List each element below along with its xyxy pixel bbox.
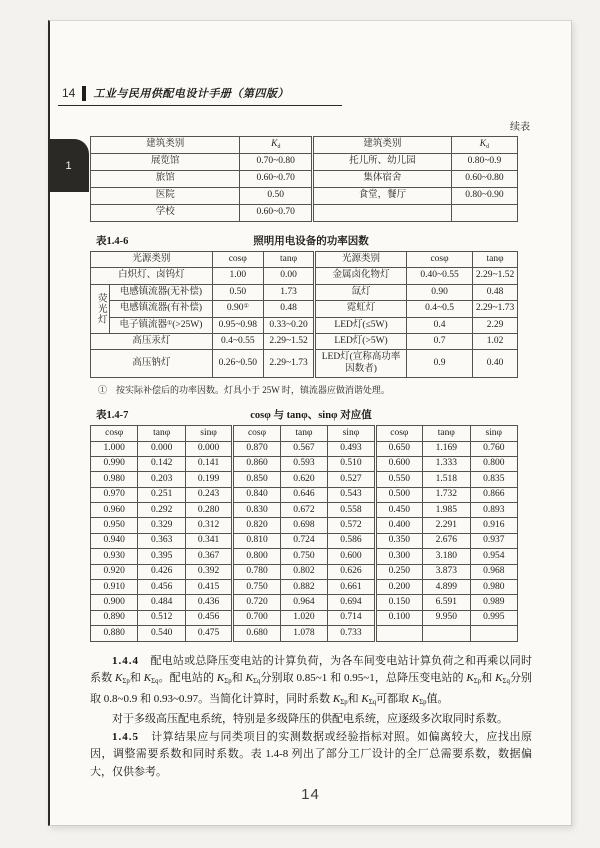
table-cell: 0.100 [375,610,422,625]
table-cell: 0.000 [138,441,185,456]
table-cell: 2.29~1.52 [263,333,314,349]
table-cell: cosφ [406,252,472,268]
table-cell: 1.73 [263,284,314,300]
table-cell: LED灯(宣称高功率因数者) [315,350,407,378]
paragraph-1-4-5: 1.4.5 计算结果应与同类项目的实测数据或经验指标对照。如偏离较大，应找出原因，调整需要系数和同时系数。表 1.4-8 列出了部分工厂设计的全厂总需要系数，数据偏大，仅供参考。 [90,730,532,778]
table-cell [313,205,452,222]
table-cell: 3.180 [423,549,470,564]
table-cell: tanφ [473,252,518,268]
table-cell: 0.960 [91,503,138,518]
paragraph-1-4-4: 1.4.4 配电站或总降压变电站的计算负荷，为各车间变电站计算负荷之和再乘以同时系数 $K_{\Sigma p}$和 $K_{\Sigma q}$。配电站的 $K_{\Sigma p}$和 $K_{\Sigma q}$分别取 0.85~1 和 0.95~1，总降压变电站的 $K_{\Sigma p}$和 $K_{\Sigma q}$分别取 0.8~0.9 和 0.93~0.97。当简化计算时，同时系数 $K_{\Sigma p}$和 $K_{\Sigma q}$可都取 $K_{\Sigma p}$值。 [90,654,533,706]
table-cell: 6.591 [423,595,470,610]
table-cell: 0.550 [375,472,422,487]
table-row [91,268,518,284]
table-cell: cosφ [375,426,422,441]
table-row [91,171,518,188]
table-cell: 1.169 [423,441,470,456]
table-row [91,301,518,317]
table-cell: 0.60~0.70 [240,171,313,188]
table-cell: 0.203 [138,472,185,487]
table-row [91,137,518,154]
table-cell: 金属卤化物灯 [315,268,407,284]
table-cell: tanφ [423,426,470,441]
table-cell: 0.880 [91,626,138,641]
table-cell: 0.40 [473,350,518,378]
table-cell: 0.954 [470,549,518,564]
chapter-number: 1 [65,159,72,172]
table-cell: 0.251 [138,487,185,502]
table-cell: cosφ [91,426,138,441]
table-cell: 0.000 [185,441,232,456]
lighting-table-head [91,252,518,268]
table-cell: 0.426 [138,564,185,579]
table-cell: 0.500 [375,487,422,502]
table-cell: 0.750 [233,580,280,595]
table-cell: 1.333 [423,456,470,471]
table-cell: 白炽灯、卤钨灯 [91,268,213,284]
table-cell: 高压钠灯 [91,350,213,378]
table-cell: 0.800 [470,456,518,471]
table-cell: 0.527 [328,472,375,487]
table-cell: 9.950 [423,610,470,625]
table-147-number: 表1.4-7 [96,410,129,422]
table-cell: tanφ [263,252,314,268]
table-cell: 0.341 [185,533,232,548]
table-cell: 0.820 [233,518,280,533]
table-cell [423,626,470,641]
table-cell: 0.141 [185,456,232,471]
table-cell: 0.780 [233,564,280,579]
table-cell: 0.802 [280,564,327,579]
table-row [91,487,518,502]
table-cell: 2.29 [473,317,518,333]
table-cell: $K_d$ [451,137,517,154]
table-cell: 0.694 [328,595,375,610]
table-cell: 0.714 [328,610,375,625]
table-cell: 0.890 [91,610,138,625]
table-cell: 0.4 [406,317,472,333]
table-cell: sinφ [328,426,375,441]
table-cell: 0.60~0.70 [240,205,313,222]
chapter-tab [48,139,89,192]
table-cell: 0.475 [185,626,232,641]
running-header [58,85,342,106]
table-cell: 1.732 [423,487,470,502]
table-cell: 0.9 [406,350,472,378]
table-cell: 霓虹灯 [315,301,407,317]
table-cell: 0.586 [328,533,375,548]
table-row [91,595,518,610]
table-cell: 0.199 [185,472,232,487]
table-row [91,205,518,222]
table-cell: 0.980 [470,580,518,595]
table-cell: 1.518 [423,472,470,487]
table-cell: 1.000 [91,441,138,456]
table-cell: 0.80~0.90 [451,188,517,205]
table-cell: 2.291 [423,518,470,533]
table-cell: LED灯(≤5W) [315,317,407,333]
paragraph-multilevel-note: 对于多级高压配电系统，特别是多级降压的供配电系统，应逐级多次取同时系数。 [112,713,508,726]
table-cell: 3.873 [423,564,470,579]
table-cell: 0.950 [91,518,138,533]
table-cell: 0.392 [185,564,232,579]
table-cell: 高压汞灯 [91,333,213,349]
table-cell: 0.700 [233,610,280,625]
table-cell: 氙灯 [315,284,407,300]
table-cell: 0.243 [185,487,232,502]
table-cell: 0.367 [185,549,232,564]
cos-tan-sin-table-head [91,426,518,441]
table-cell: 0.436 [185,595,232,610]
table-cell: 0.90 [406,284,472,300]
table-cell: 0.940 [91,533,138,548]
table-cell: 0.650 [375,441,422,456]
table-row [91,350,518,378]
table-cell: 0.760 [470,441,518,456]
table-cell: 0.4~0.5 [406,301,472,317]
table-cell: 0.989 [470,595,518,610]
table-147-title: cosφ 与 tanφ、sinφ 对应值 [250,410,372,422]
table-cell: $K_d$ [240,137,313,154]
table-cell: 0.33~0.20 [263,317,314,333]
table-cell: 0.810 [233,533,280,548]
table-cell: 建筑类别 [91,137,240,154]
table-cell: 0.300 [375,549,422,564]
table-cell: 0.543 [328,487,375,502]
table-cell [470,626,518,641]
table-cell: 电感镇流器(有补偿) [110,301,212,317]
table-cell: cosφ [212,252,263,268]
table-cell: 0.142 [138,456,185,471]
table-cell: 0.558 [328,503,375,518]
table-cell: 0.866 [470,487,518,502]
table-cell: 0.60~0.80 [451,171,517,188]
table-146-number: 表1.4-6 [96,236,129,247]
table-cell: 2.29~1.73 [263,350,314,378]
table-cell: 0.350 [375,533,422,548]
table-cell: 0.540 [138,626,185,641]
table-cell: 0.672 [280,503,327,518]
table-cell: 0.661 [328,580,375,595]
table-cell: 0.916 [470,518,518,533]
table-cell: tanφ [280,426,327,441]
table-cell: 0.930 [91,549,138,564]
table-cell: 0.900 [91,595,138,610]
table-cell: 0.512 [138,610,185,625]
table-cell: 0.150 [375,595,422,610]
table-cell: 0.250 [375,564,422,579]
table-cell: 0.26~0.50 [212,350,263,378]
table-cell: 0.646 [280,487,327,502]
table-cell: 0.720 [233,595,280,610]
table-cell: 0.50 [212,284,263,300]
table-cell: 学校 [91,205,240,222]
table-cell: 集体宿舍 [313,171,452,188]
table-cell: 0.400 [375,518,422,533]
table-cell: 0.920 [91,564,138,579]
table-cell: 0.680 [233,626,280,641]
lighting-power-factor-table [90,251,518,378]
page-content [90,118,532,781]
table-cell: 0.980 [91,472,138,487]
table-row [91,518,518,533]
table-row [91,333,518,349]
table-cell: 托儿所、幼儿园 [313,154,452,171]
table-146-caption [90,233,532,248]
table-cell: sinφ [470,426,518,441]
table-cell: 0.995 [470,610,518,625]
table-row [91,533,518,548]
table-cell: 电子镇流器①(>25W) [110,317,212,333]
table-cell: 0.572 [328,518,375,533]
table-cell: 0.48 [263,301,314,317]
table-cell: 0.698 [280,518,327,533]
table-cell: 0.395 [138,549,185,564]
table-cell [451,205,517,222]
table-cell: 0.968 [470,564,518,579]
table-row [91,317,518,333]
table-cell: 0.620 [280,472,327,487]
table-cell: 0.893 [470,503,518,518]
table-row [91,252,518,268]
table-cell: 0.456 [185,610,232,625]
table-cell: 0.593 [280,456,327,471]
table-cell: 0.7 [406,333,472,349]
cos-tan-sin-table [90,425,518,641]
book-page [48,20,572,826]
table-cell: 光源类别 [91,252,213,268]
table-row [91,472,518,487]
table-cell: cosφ [233,426,280,441]
table-row [91,580,518,595]
table-146-footnote: ① 按实际补偿后的功率因数。灯具小于 25W 时，镇流器应做消谐处理。 [98,385,390,396]
demand-coefficient-table-head [91,137,518,154]
demand-coefficient-table-body [91,154,518,222]
table-cell: 0.733 [328,626,375,641]
table-row [91,188,518,205]
continued-table-label: 续表 [510,122,530,133]
table-cell: 0.800 [233,549,280,564]
table-cell: 0.329 [138,518,185,533]
table-cell: LED灯(>5W) [315,333,407,349]
table-cell: 0.626 [328,564,375,579]
table-cell: 1.985 [423,503,470,518]
table-cell: 0.870 [233,441,280,456]
header-page-number: 14 [62,86,76,100]
table-cell: 0.750 [280,549,327,564]
table-row [91,456,518,471]
table-cell: 0.830 [233,503,280,518]
table-cell: 0.312 [185,518,232,533]
table-cell: 0.882 [280,580,327,595]
table-147-caption [90,407,532,422]
cos-tan-sin-table-body [91,441,518,641]
table-146-title: 照明用电设备的功率因数 [253,236,369,247]
table-cell: 2.29~1.73 [473,301,518,317]
table-row [91,564,518,579]
footer-page-number: 14 [301,786,320,803]
fluorescent-group-label: 荧光灯 [91,284,110,333]
table-cell [375,626,422,641]
table-row [91,503,518,518]
table-cell: 0.510 [328,456,375,471]
table-row [91,284,518,300]
table-row [91,426,518,441]
table-cell: 4.899 [423,580,470,595]
table-cell: 0.600 [375,456,422,471]
table-cell: 0.200 [375,580,422,595]
table-cell: 0.50 [240,188,313,205]
table-cell: 0.840 [233,487,280,502]
table-row [91,549,518,564]
table-cell: 0.937 [470,533,518,548]
header-divider-bar [82,86,86,101]
table-cell: 医院 [91,188,240,205]
table-cell: 1.00 [212,268,263,284]
table-cell: 0.415 [185,580,232,595]
table-cell: 0.80~0.9 [451,154,517,171]
table-cell: 0.450 [375,503,422,518]
table-cell: 建筑类别 [313,137,452,154]
table-cell: 0.4~0.55 [212,333,263,349]
table-cell: 旅馆 [91,171,240,188]
body-text [90,653,532,782]
table-cell: 0.70~0.80 [240,154,313,171]
table-cell: 0.292 [138,503,185,518]
table-cell: 0.567 [280,441,327,456]
table-cell: 0.00 [263,268,314,284]
table-cell: 光源类别 [315,252,407,268]
table-row [91,626,518,641]
table-cell: sinφ [185,426,232,441]
table-cell: 0.724 [280,533,327,548]
table-cell: 0.48 [473,284,518,300]
table-cell: 0.363 [138,533,185,548]
table-cell: 0.456 [138,580,185,595]
table-cell: 1.020 [280,610,327,625]
table-cell: 0.280 [185,503,232,518]
table-cell: 0.835 [470,472,518,487]
table-cell: 2.29~1.52 [473,268,518,284]
table-cell: 0.90① [212,301,263,317]
table-cell: 0.850 [233,472,280,487]
table-cell: 电感镇流器(无补偿) [110,284,212,300]
table-cell: 2.676 [423,533,470,548]
table-cell: 0.860 [233,456,280,471]
table-cell: 食堂，餐厅 [313,188,452,205]
lighting-table-body [91,268,518,378]
table-cell: 0.970 [91,487,138,502]
table-cell: 0.95~0.98 [212,317,263,333]
table-cell: 0.990 [91,456,138,471]
table-cell: 0.484 [138,595,185,610]
table-row [91,610,518,625]
table-cell: 0.40~0.55 [406,268,472,284]
table-row [91,154,518,171]
book-title: 工业与民用供配电设计手册（第四版） [93,88,289,100]
table-cell: 0.964 [280,595,327,610]
table-cell: 1.02 [473,333,518,349]
table-cell: 0.910 [91,580,138,595]
table-row [91,441,518,456]
table-cell: 1.078 [280,626,327,641]
table-cell: 展览馆 [91,154,240,171]
table-cell: tanφ [138,426,185,441]
table-cell: 0.600 [328,549,375,564]
demand-coefficient-continued-table [90,136,518,222]
table-cell: 0.493 [328,441,375,456]
